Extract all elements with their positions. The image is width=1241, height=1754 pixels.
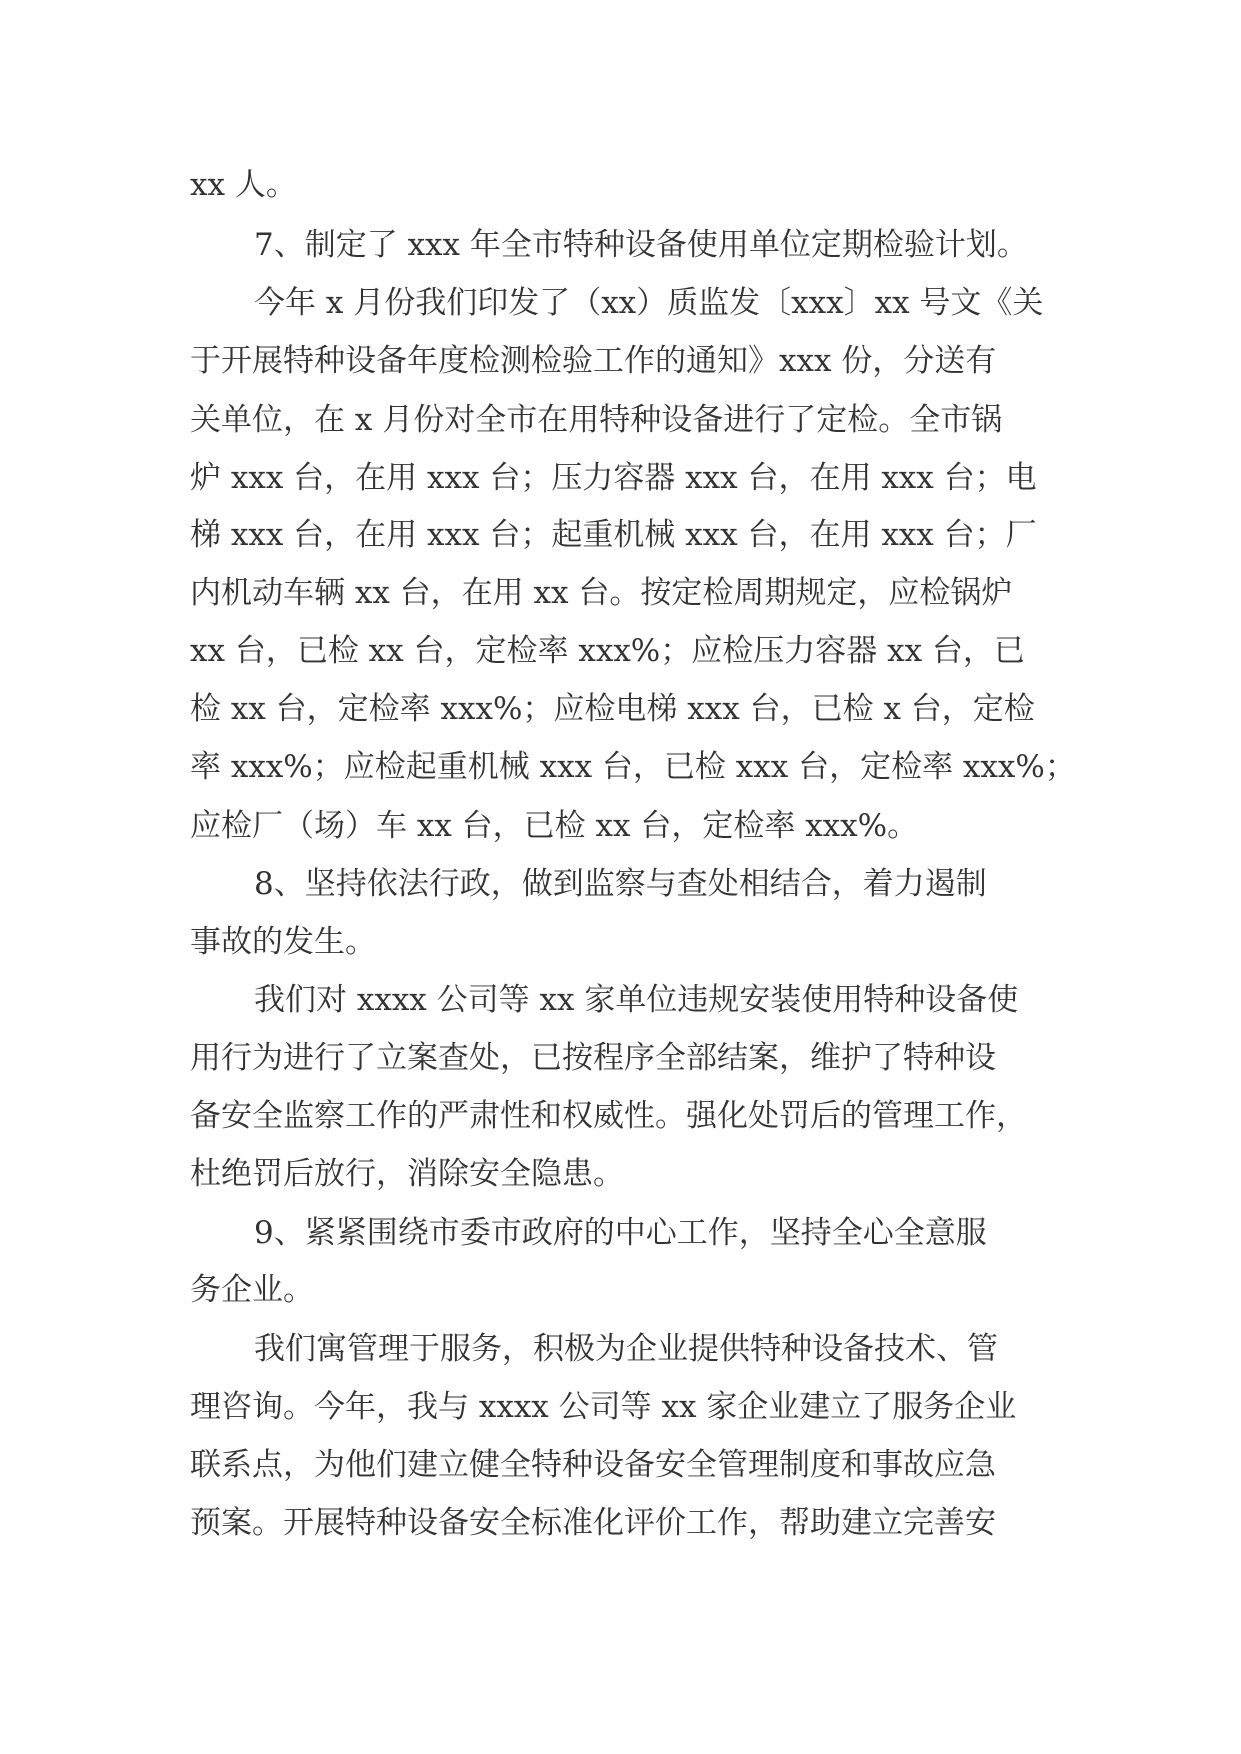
text-line: 内机动车辆 xx 台，在用 xx 台。按定检周期规定，应检锅炉: [190, 575, 1013, 611]
text-line: 炉 xxx 台，在用 xxx 台；压力容器 xxx 台，在用 xxx 台；电: [190, 460, 1037, 496]
text-line: 联系点，为他们建立健全特种设备安全管理制度和事故应急: [190, 1447, 996, 1483]
section-heading-cont: 务企业。: [190, 1272, 314, 1308]
text-line: 理咨询。今年，我与 xxxx 公司等 xx 家企业建立了服务企业: [190, 1389, 1017, 1425]
text-line: 梯 xxx 台，在用 xxx 台；起重机械 xxx 台，在用 xxx 台；厂: [190, 517, 1037, 553]
text-line: 预案。开展特种设备安全标准化评价工作，帮助建立完善安: [190, 1505, 996, 1541]
text-line: 我们对 xxxx 公司等 xx 家单位违规安装使用特种设备使: [254, 982, 1019, 1018]
section-heading-cont: 事故的发生。: [190, 924, 376, 960]
text-line: xx 人。: [190, 167, 297, 203]
section-heading: 9、紧紧围绕市委市政府的中心工作，坚持全心全意服: [254, 1215, 987, 1251]
section-heading: 7、制定了 xxx 年全市特种设备使用单位定期检验计划。: [254, 227, 1028, 263]
text-line: 杜绝罚后放行，消除安全隐患。: [190, 1156, 624, 1192]
text-line: 关单位，在 x 月份对全市在用特种设备进行了定检。全市锅: [190, 402, 1003, 438]
text-line: 率 xxx%；应检起重机械 xxx 台，已检 xxx 台，定检率 xxx%；: [190, 749, 1076, 785]
text-line: 我们寓管理于服务，积极为企业提供特种设备技术、管: [254, 1331, 998, 1367]
text-line: 应检厂（场）车 xx 台，已检 xx 台，定检率 xxx%。: [190, 808, 919, 844]
text-line: 备安全监察工作的严肃性和权威性。强化处罚后的管理工作，: [190, 1098, 1027, 1134]
text-line: xx 台，已检 xx 台，定检率 xxx%；应检压力容器 xx 台，已: [190, 633, 1025, 669]
text-line: 检 xx 台，定检率 xxx%；应检电梯 xxx 台，已检 x 台，定检: [190, 691, 1035, 727]
section-heading: 8、坚持依法行政，做到监察与查处相结合，着力遏制: [254, 866, 987, 902]
text-line: 今年 x 月份我们印发了（xx）质监发〔xxx〕xx 号文《关: [254, 285, 1044, 321]
text-line: 于开展特种设备年度检测检验工作的通知》xxx 份，分送有: [190, 343, 997, 379]
text-line: 用行为进行了立案查处，已按程序全部结案，维护了特种设: [190, 1040, 996, 1076]
